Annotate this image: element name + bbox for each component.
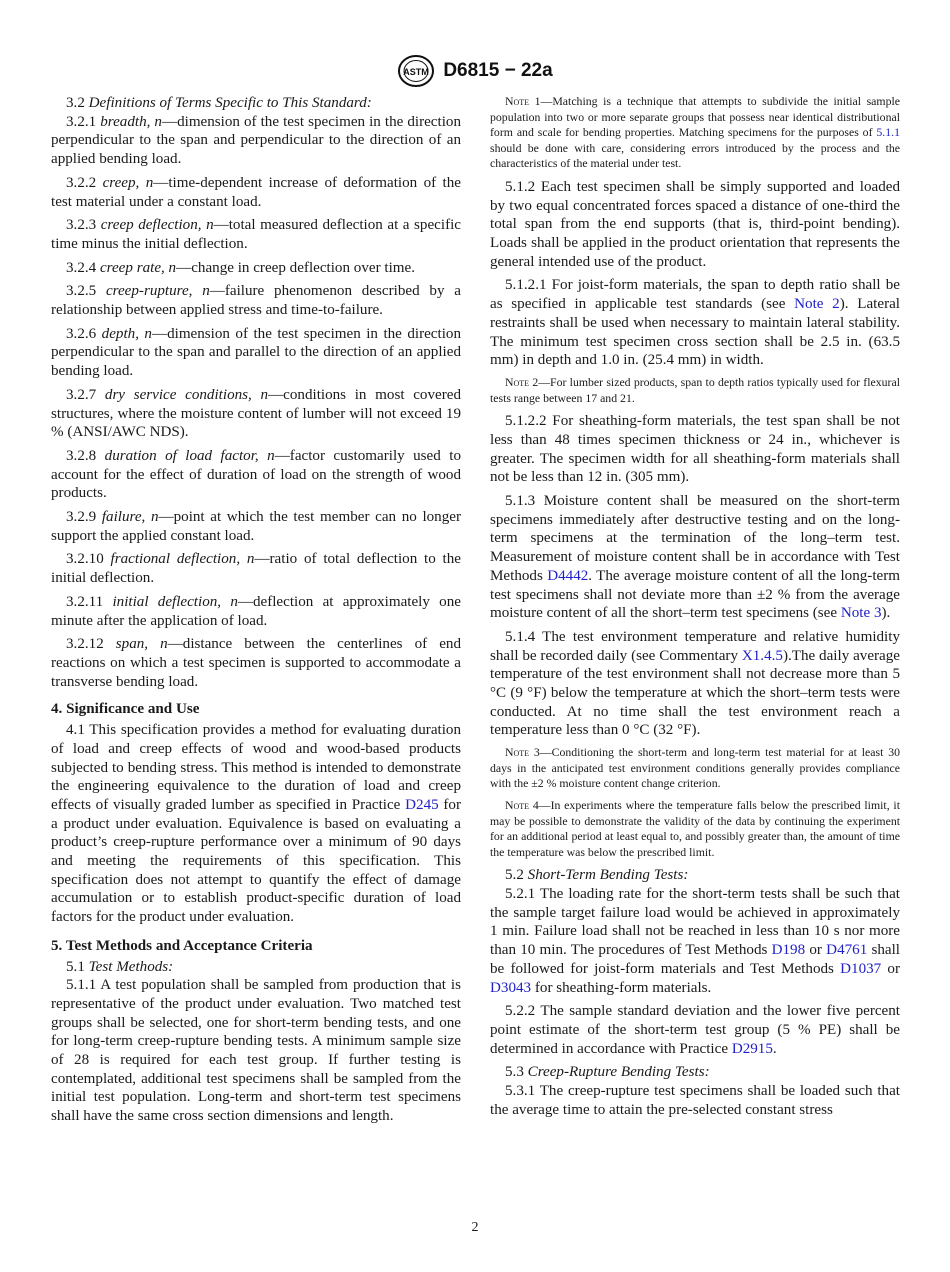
note-2: Note 2—For lumber sized products, span to depth ratios typically used for flexural tests range between 17 and 21. (490, 375, 900, 405)
para-5-2-1: 5.2.1 The loading rate for the short-term tests shall be such that the sample target failure load would be achieved in approximately 1 min. Failure load shall not be reached in less than 10 s nor more than 10 min. The procedures of Test Methods D198 or D4761 shall be followed for joist-form materials and Test Methods D1037 or D3043 for sheathing-form materials. (490, 886, 900, 996)
page-header (0, 54, 950, 88)
def-3-2-6: 3.2.6 depth, n—dimension of the test specimen in the direction perpendicular to the span and parallel to the direction of an applied bending load. (51, 325, 461, 380)
def-3-2-9: 3.2.9 failure, n—point at which the test member can no longer support the applied constant load. (51, 509, 462, 544)
section-5-heading: 5. Test Methods and Acceptance Criteria (51, 937, 313, 954)
para-5-1-4: 5.1.4 The test environment temperature and relative humidity shall be recorded daily (see Commentary X1.4.5).The daily average temperature of the test environment shall not decrease more than 5 °C (9 °F) below the temperature at which the short–term tests were conducted. At no time shall the test environment reach a temperature less than 0 °C (32 °F). (490, 628, 900, 739)
section-3-2: 3.2 Definitions of Terms Specific to This Standard: (66, 95, 372, 111)
page-number: 2 (471, 1220, 479, 1235)
def-3-2-12: 3.2.12 span, n—distance between the centerlines of end reactions on which a test specimen is supported to accommodate a transverse bending load. (51, 636, 461, 690)
def-3-2-5: 3.2.5 creep-rupture, n—failure phenomenon described by a relationship between applied stress and time-to-failure. (51, 283, 461, 319)
para-5-3-1: 5.3.1 The creep-rupture test specimens shall be loaded such that the average time to attain the pre-selected constant stress (490, 1083, 900, 1118)
ref-note-3-link[interactable]: Note 3 (840, 605, 882, 622)
section-5-2: 5.2 Short-Term Bending Tests: (505, 867, 689, 884)
note-3: Note 3—Conditioning the short-term and long-term test material for at least 30 days in the anticipated test environment conditions generally provides compliance with the ±2 % moisture content change criterion. (490, 745, 900, 791)
note-4: Note 4—In experiments where the temperature falls below the prescribed limit, it may be possible to demonstrate the validity of the data by continuing the experiment for an additional period at least equal to, and possibly greater than, the amount of time the temperature was below the prescribed limit. (490, 797, 900, 859)
para-5-1-1: 5.1.1 A test population shall be sampled from production that is representative of the product under evaluation. Two matched test groups shall be selected, one for short-term bending tests, and one for long-term creep-rupture bending tests. A minimum sample size of 28 is required for each test group. If further testing is contemplated, additional test specimens shall be sampled from the initial test population. Long-term and short-term test specimens shall have the same cross section dimensions and length. (51, 977, 461, 1125)
section-5-3: 5.3 Creep-Rupture Bending Tests: (505, 1064, 710, 1081)
ref-note-2-link[interactable]: Note 2 (794, 296, 840, 313)
para-5-1-2-1: 5.1.2.1 For joist-form materials, the span to depth ratio shall be as specified in applicable test standards (see Note 2). Lateral restraints shall be used when necessary to maintain lateral stability. The minimum test specimen cross section shall be 2.5 in. (63.5 mm) in depth and 1.0 in. (25.4 mm) in width. (490, 277, 900, 369)
ref-d198-link[interactable]: D198 (771, 942, 806, 959)
ref-d2915-link[interactable]: D2915 (731, 1040, 773, 1057)
def-3-2-1: 3.2.1 breadth, n—dimension of the test specimen in the direction perpendicular to the span and perpendicular to the direction of an applied bending load. (51, 113, 461, 168)
document-id: D6815 − 22a (443, 60, 553, 81)
def-3-2-8: 3.2.8 duration of load factor, n—factor customarily used to account for the effect of duration of load on the strength of wood products. (51, 447, 461, 502)
def-3-2-3: 3.2.3 creep deflection, n—total measured deflection at a specific time minus the initial deflection. (51, 217, 461, 252)
ref-d245-link[interactable]: D245 (405, 796, 439, 813)
def-3-2-11: 3.2.11 initial deflection, n—deflection at approximately one minute after the application of load. (51, 593, 461, 629)
para-5-2-2: 5.2.2 The sample standard deviation and the lower five percent point estimate of the short-term test group (5 % PE) shall be determined in accordance with Practice D2915. (490, 1003, 900, 1057)
ref-x1-4-5-link[interactable]: X1.4.5 (741, 647, 783, 664)
astm-logo-text: ASTM (403, 67, 430, 77)
note-1: Note 1—Matching is a technique that attempts to subdivide the initial sample population into two or more separate groups that possess near identical distributional form and scale for bending properties. Matching specimens for the purposes of 5.1.1 should be done with care, considering errors introduced by the process and the characteristics of the material under test. (490, 94, 900, 171)
para-4-1: 4.1 This specification provides a method for evaluating duration of load and creep effects of wood and wood-based products subjected to bending stress. This method is intended to demonstrate the engineering equivalence to the duration of load and creep effects of visually graded lumber as specified in Practice D245 for a product under evaluation. Equivalence is based on evaluating a product’s creep-rupture performance over a minimum of 90 days and meeting the requirements of this specification. This specification does not attempt to quantify the effect of damage accumulation or to establish product-specific duration of load factors for the product under evaluation. (51, 722, 462, 926)
def-3-2-4: 3.2.4 creep rate, n—change in creep deflection over time. (66, 259, 415, 276)
def-3-2-10: 3.2.10 fractional deflection, n—ratio of total deflection to the initial deflection. (51, 551, 461, 587)
def-3-2-2: 3.2.2 creep, n—time-dependent increase of deformation of the test material under a constant load. (51, 174, 461, 210)
left-column (51, 94, 461, 1131)
def-3-2-7: 3.2.7 dry service conditions, n—conditions in most covered structures, where the moisture content of lumber will not exceed 19 % (ANSI/AWC NDS). (51, 386, 461, 441)
para-5-1-2-2: 5.1.2.2 For sheathing-form materials, the test span shall be not less than 48 times specimen thickness or 24 in., whichever is greater. The specimen width for all sheathing-form materials shall not be less than 12 in. (305 mm). (490, 413, 900, 486)
section-5-1: 5.1 Test Methods: (66, 958, 174, 975)
ref-d4442-link[interactable]: D4442 (547, 567, 589, 584)
right-column (490, 94, 900, 1119)
section-4-heading: 4. Significance and Use (51, 701, 200, 718)
ref-d3043-link[interactable]: D3043 (490, 979, 532, 996)
ref-d4761-link[interactable]: D4761 (826, 942, 868, 959)
para-5-1-3: 5.1.3 Moisture content shall be measured on the short-term specimens immediately after destructive testing and on the long-term specimens at the termination of the long–term test. Measurement of moisture content shall be in accordance with Test Methods D4442. The average moisture content of all the long-term test specimens shall not deviate more than ±2 % from the average moisture content of all the short–term test specimens (see Note 3). (490, 493, 900, 622)
astm-logo-icon (397, 55, 435, 87)
ref-5-1-1-link[interactable]: 5.1.1 (876, 125, 900, 140)
para-5-1-2: 5.1.2 Each test specimen shall be simply supported and loaded by two equal concentrated forces spaced a distance of one-third the total span from the end supports (that is, third-point bending). Loads shall be applied in the product orientation that represents the general intended use of the product. (490, 178, 900, 270)
ref-d1037-link[interactable]: D1037 (840, 960, 882, 977)
